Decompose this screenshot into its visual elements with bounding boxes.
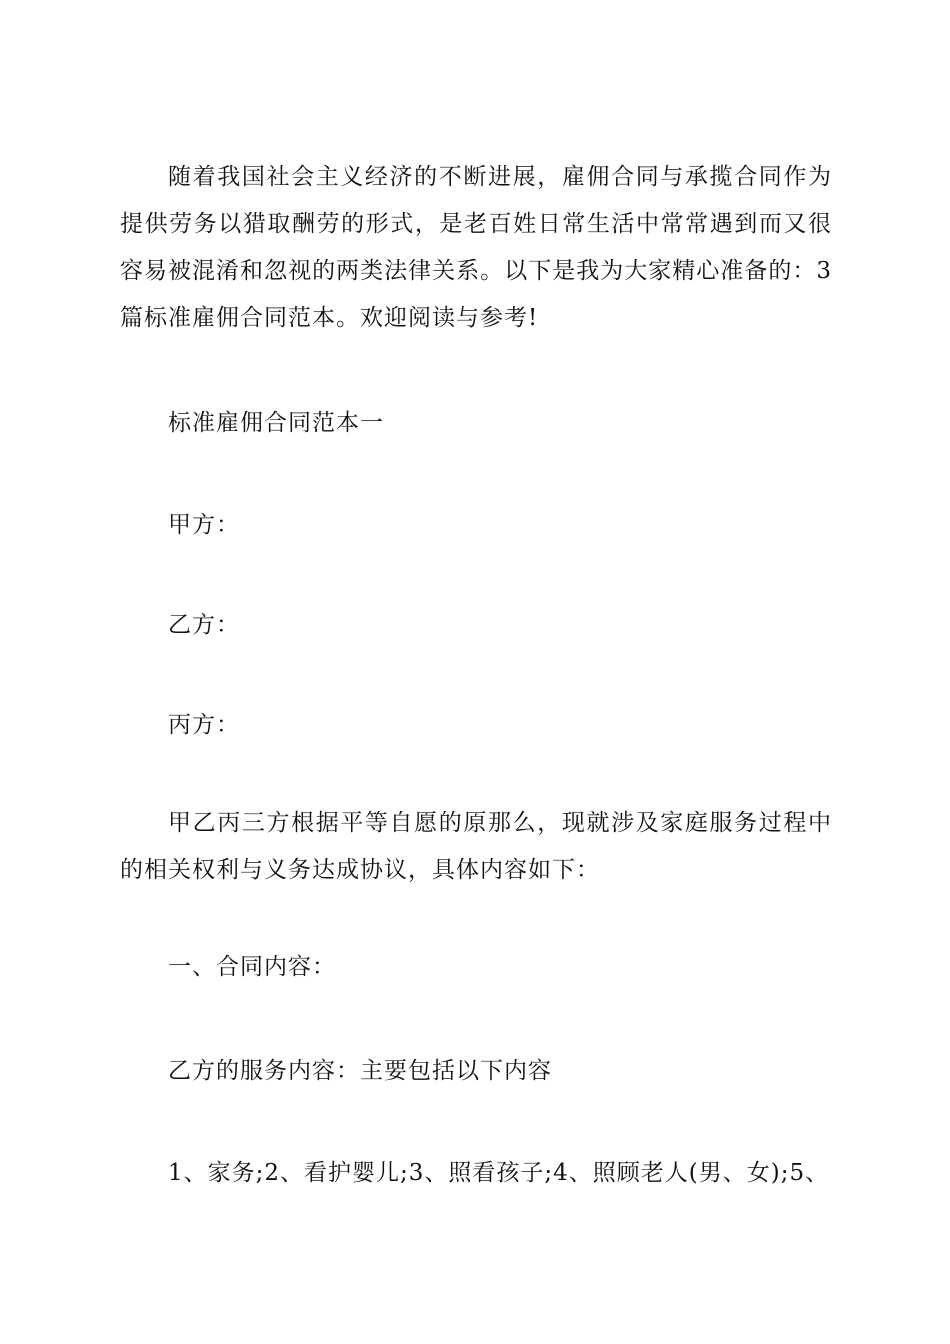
- intro-paragraph: 随着我国社会主义经济的不断进展，雇佣合同与承揽合同作为提供劳务以猎取酬劳的形式，是老百姓日常生活中常常遇到而又很容易被混淆和忽视的两类法律关系。以下是我为大家精心准备的：3篇标准雇佣合同范本。欢迎阅读与参考!: [120, 164, 832, 331]
- party-b-line: 乙方：: [168, 612, 240, 638]
- contract-title: 标准雇佣合同范本一: [168, 410, 384, 436]
- party-a-line: 甲方：: [168, 512, 240, 538]
- agreement-paragraph: 甲乙丙三方根据平等自愿的原那么，现就涉及家庭服务过程中的相关权利与义务达成协议，具体内容如下：: [120, 810, 832, 883]
- service-items-line: 1、家务;2、看护婴儿;3、照看孩子;4、照顾老人(男、女);5、: [168, 1160, 830, 1186]
- section-heading-contract-content: 一、合同内容：: [168, 954, 336, 980]
- service-content-line: 乙方的服务内容：主要包括以下内容: [168, 1058, 552, 1084]
- party-c-line: 丙方：: [168, 712, 240, 738]
